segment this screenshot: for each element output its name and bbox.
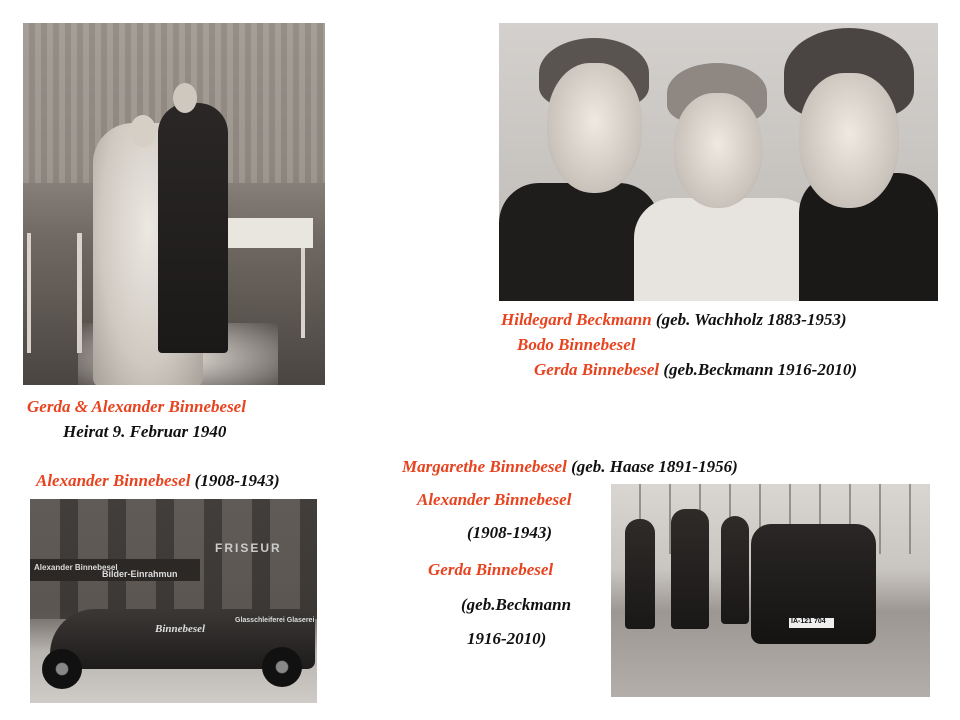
bodo-name: Bodo Binnebesel bbox=[517, 335, 636, 354]
car-caption-line2 bbox=[417, 491, 571, 508]
wedding-caption-date bbox=[63, 423, 226, 440]
wedding-names: Gerda & Alexander Binnebesel bbox=[27, 397, 246, 416]
boy-sweater bbox=[634, 198, 819, 301]
portrait-caption-line2 bbox=[517, 336, 636, 353]
shop-sign-text: Alexander Binnebesel bbox=[34, 563, 118, 572]
margarethe-name: Margarethe Binnebesel bbox=[402, 457, 567, 476]
family-portrait-photo bbox=[499, 23, 938, 301]
car-alexander-years: (1908-1943) bbox=[467, 523, 552, 542]
truck-caption bbox=[36, 472, 280, 489]
alexander-name: Alexander Binnebesel bbox=[36, 471, 191, 490]
woman-right-face bbox=[799, 73, 899, 208]
wedding-caption-names bbox=[27, 398, 246, 415]
car-caption-line4 bbox=[428, 561, 553, 578]
shop-sign bbox=[30, 559, 200, 581]
side-table bbox=[213, 218, 313, 338]
car-caption-line5 bbox=[461, 596, 571, 613]
truck-logo: Binnebesel bbox=[155, 623, 206, 635]
car-caption-line1 bbox=[402, 458, 738, 475]
car-caption-line6 bbox=[467, 630, 546, 647]
wedding-photo bbox=[23, 23, 325, 385]
car-alexander-name: Alexander Binnebesel bbox=[417, 490, 572, 509]
hildegard-name: Hildegard Beckmann bbox=[501, 310, 652, 329]
flower-stand bbox=[27, 233, 82, 353]
car-caption-line3 bbox=[467, 524, 552, 541]
delivery-truck-photo bbox=[30, 499, 317, 703]
portrait-caption-line3 bbox=[534, 361, 857, 378]
wedding-date: Heirat 9. Februar 1940 bbox=[63, 422, 227, 441]
shop-sign-text-2: Bilder-Einrahmun bbox=[102, 569, 178, 579]
truck-side-text: Glasschleiferei Glaserei bbox=[235, 617, 315, 624]
alexander-detail: (1908-1943) bbox=[194, 471, 280, 490]
truck-front-wheel bbox=[42, 649, 82, 689]
hildegard-detail: (geb. Wachholz 1883-1953) bbox=[655, 310, 847, 329]
gerda-detail: (geb.Beckmann 1916-2010) bbox=[663, 360, 857, 379]
groom-suit bbox=[158, 103, 228, 353]
boy-face bbox=[674, 93, 762, 208]
license-plate-text: IA-121 704 bbox=[791, 618, 826, 625]
woman-left-face bbox=[547, 63, 642, 193]
car-family-photo bbox=[611, 484, 930, 697]
person-margarethe bbox=[625, 519, 655, 629]
license-plate bbox=[789, 618, 834, 628]
car-gerda-birthname: (geb.Beckmann bbox=[461, 595, 572, 614]
friseur-sign: FRISEUR bbox=[215, 541, 282, 555]
person-alexander bbox=[671, 509, 709, 629]
margarethe-detail: (geb. Haase 1891-1956) bbox=[571, 457, 738, 476]
gerda-name: Gerda Binnebesel bbox=[534, 360, 660, 379]
portrait-caption-line1 bbox=[501, 311, 847, 328]
car-gerda-years: 1916-2010) bbox=[467, 629, 547, 648]
car-gerda-name: Gerda Binnebesel bbox=[428, 560, 554, 579]
person-gerda bbox=[721, 516, 749, 624]
bride-head bbox=[130, 115, 156, 147]
groom-head bbox=[173, 83, 197, 113]
truck-rear-wheel bbox=[262, 647, 302, 687]
